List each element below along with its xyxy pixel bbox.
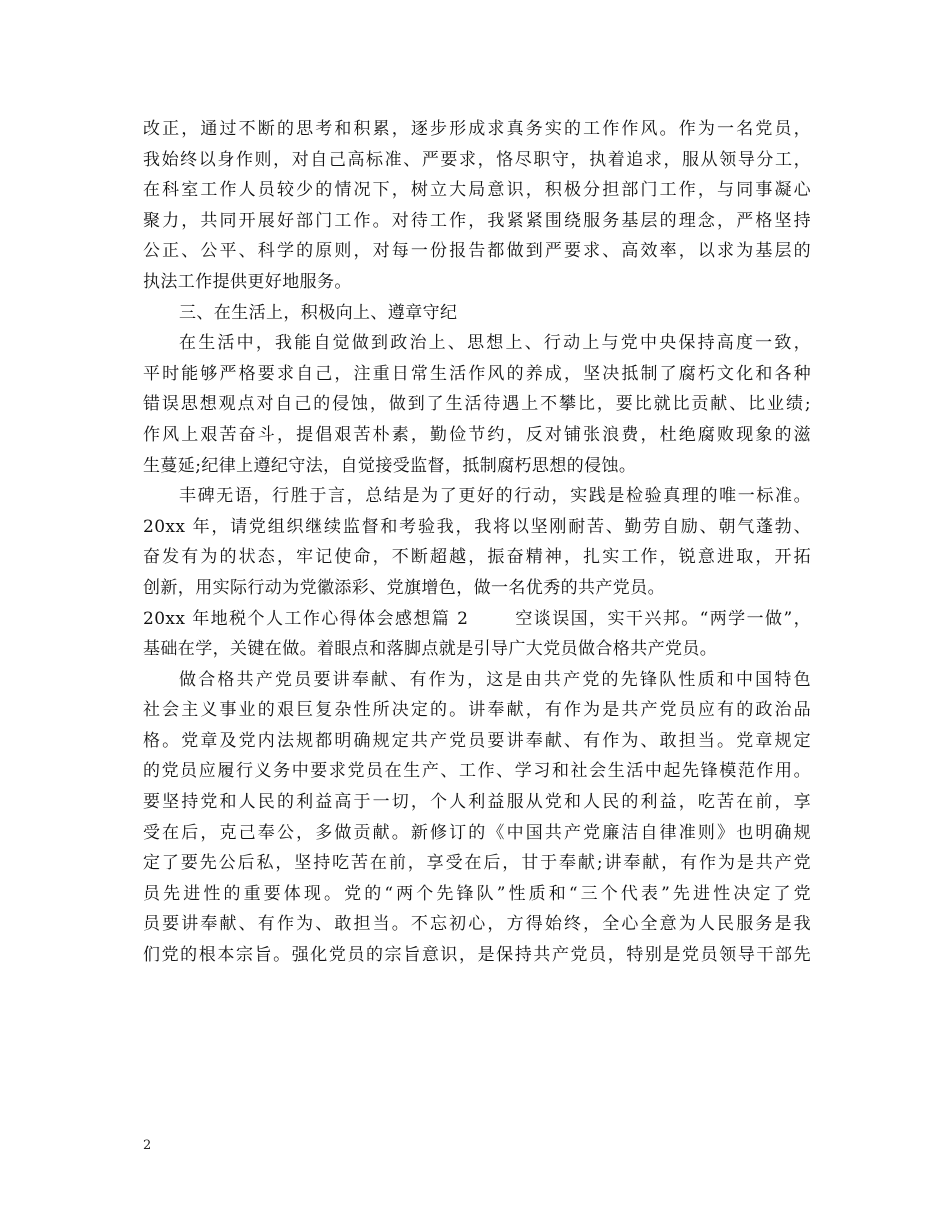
section-heading: 三、在生活上，积极向上、遵章守纪 [179, 302, 458, 323]
text-line: 生蔓延;纪律上遵纪守法，自觉接受监督，抵制腐朽思想的侵蚀。 [143, 455, 637, 476]
text-line: 做合格共产党员要讲奉献、有作为，这是由共产党的先锋队性质和中国特色 [179, 669, 811, 690]
text-line: 错误思想观点对自己的侵蚀，做到了生活待遇上不攀比，要比就比贡献、比业绩; [143, 394, 811, 415]
text-line: 平时能够严格要求自己，注重日常生活作风的养成，坚决抵制了腐朽文化和各种 [143, 363, 811, 384]
text-segment: 空谈误国，实干兴邦。“两学一做”， [514, 608, 811, 629]
text-line: 格。党章及党内法规都明确规定共产党员要讲奉献、有作为、敢担当。党章规定 [143, 730, 811, 751]
text-line: 在生活中，我能自觉做到政治上、思想上、行动上与党中央保持高度一致， [179, 333, 811, 354]
text-line: 改正，通过不断的思考和积累，逐步形成求真务实的工作作风。作为一名党员， [143, 119, 811, 139]
text-line: 奋发有为的状态，牢记使命，不断超越，振奋精神，扎实工作，锐意进取，开拓 [143, 547, 811, 568]
text-line: 要坚持党和人民的利益高于一切，个人利益服从党和人民的利益，吃苦在前，享 [143, 792, 811, 813]
text-line: 丰碑无语，行胜于言，总结是为了更好的行动，实践是检验真理的唯一标准。 [179, 486, 811, 507]
text-line: 20xx 年，请党组织继续监督和考验我，我将以坚刚耐苦、勤劳自励、朝气蓬勃、 [143, 516, 811, 537]
document-body [143, 114, 811, 971]
text-line: 员先进性的重要体现。党的“两个先锋队”性质和“三个代表”先进性决定了党 [143, 883, 811, 904]
text-line: 们党的根本宗旨。强化党员的宗旨意识，是保持共产党员，特别是党员领导干部先 [143, 945, 811, 966]
text-line: 公正、公平、科学的原则，对每一份报告都做到严要求、高效率，以求为基层的 [143, 241, 811, 262]
article-title: 20xx 年地税个人工作心得体会感想篇 2 [143, 608, 469, 629]
page-number: 2 [143, 1138, 152, 1153]
article-title-line [143, 604, 811, 635]
text-line: 创新，用实际行动为党徽添彩、党旗增色，做一名优秀的共产党员。 [143, 577, 665, 598]
text-line: 执法工作提供更好地服务。 [143, 271, 352, 292]
text-line: 员要讲奉献、有作为、敢担当。不忘初心，方得始终，全心全意为人民服务是我 [143, 914, 811, 935]
text-line: 聚力，共同开展好部门工作。对待工作，我紧紧围绕服务基层的理念，严格坚持 [143, 210, 811, 231]
text-line: 的党员应履行义务中要求党员在生产、工作、学习和社会生活中起先锋模范作用。 [143, 761, 811, 782]
text-line: 社会主义事业的艰巨复杂性所决定的。讲奉献，有作为是共产党员应有的政治品 [143, 700, 811, 721]
text-line: 定了要先公后私，坚持吃苦在前，享受在后，甘于奉献;讲奉献，有作为是共产党 [143, 853, 811, 874]
text-line: 基础在学，关键在做。着眼点和落脚点就是引导广大党员做合格共产党员。 [143, 639, 718, 660]
text-line: 作风上艰苦奋斗，提倡艰苦朴素，勤俭节约，反对铺张浪费，杜绝腐败现象的滋 [143, 424, 811, 445]
text-line: 我始终以身作则，对自己高标准、严要求，恪尽职守，执着追求，服从领导分工， [143, 149, 811, 170]
text-line: 在科室工作人员较少的情况下，树立大局意识，积极分担部门工作，与同事凝心 [143, 180, 811, 201]
text-line: 受在后，克己奉公，多做贡献。新修订的《中国共产党廉洁自律准则》也明确规 [143, 822, 811, 843]
